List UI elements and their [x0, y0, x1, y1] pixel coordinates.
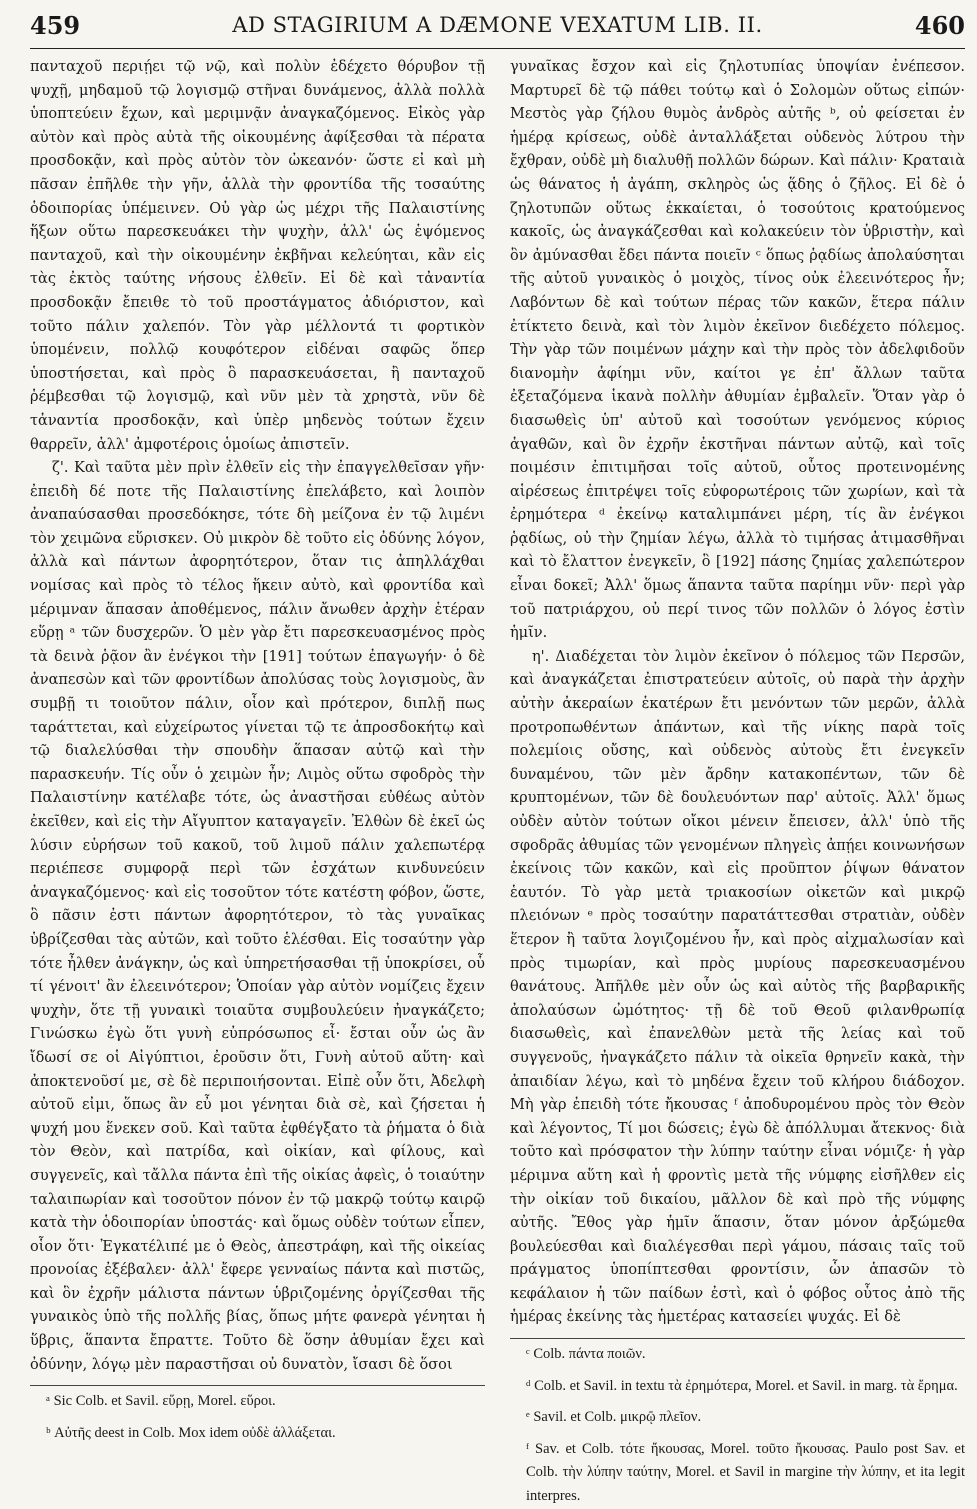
footnote: ᵃ Sic Colb. et Savil. εὕρῃ, Morel. εὕροι. [46, 1393, 276, 1410]
right-footnotes [510, 1338, 965, 1509]
running-header [30, 2, 965, 49]
footnote: ᶜ Colb. πάντα ποιῶν. [526, 1346, 646, 1363]
left-main-text: πανταχοῦ περιῄει τῷ νῷ, καὶ πολὺν ἐδέχετο θόρυβον τῇ ψυχῇ, μηδαμοῦ τῷ λογισμῷ στῆναι δυνάμενος, ἀλλὰ πολλὰ ὑποπτεύειν ἔχων, καὶ μεριμνᾷν ἀναγκαζόμενος. Εἰκὸς γὰρ αὐτὸν καὶ πρὸς αὐτὰ τῆς οἰκουμένης ἀφίξεσθαι τὰ πέρατα προσδοκᾷν, καὶ πρὸς αὐτὸν τὸν ὠκεανόν· ὥστε εἰ καὶ μὴ πᾶσαν ἐπῆλθε τὴν γῆν, ἀλλὰ τὴν φροντίδα τῆς τοσαύτης ὁδοιπορίας ὑπέμεινεν. Οὐ γὰρ ὡς μέχρι τῆς Παλαιστίνης ἥξων οὕτω παρεσκευάκει τὴν ψυχὴν, ἀλλ' ὡς ἑψόμενος πανταχοῦ, καὶ τὴν οἰκουμένην ἐκβῆναι κελεύηται, κἂν εἰς τὰς ἐκτὸς ταύτης νήσους ἐλθεῖν. Εἰ δὲ καὶ τἀναντία προσδοκᾷν ἔπειθε τὸ τοῦ προστάγματος ἀδιόριστον, καὶ τοῦτο πάλιν χαλεπόν. Τὸν γὰρ μέλλοντά τι φορτικὸν ὑπομένειν, πολλῷ κουφότερον εἰδέναι σαφῶς ὅπερ ὑποστήσεται, καὶ πρὸς ὃ παρασκευάσεται, ἢ πανταχοῦ ῥέμβεσθαι τῷ λογισμῷ, καὶ νῦν μὲν τὰ χρηστὰ, νῦν δὲ τἀναντία προσδοκᾷν, καὶ ὑπὲρ μηδενὸς τούτων ἔχειν θαρρεῖν, ἀλλ' ἀμφοτέροις ὁμοίως ἀπιστεῖν. [30, 59, 485, 453]
running-title: AD STAGIRIUM A DÆMONE VEXATUM LIB. II. [232, 13, 763, 37]
footnote: ᵇ Αὐτῆς deest in Colb. Mox idem οὐδὲ ἀλλάξεται. [46, 1424, 336, 1441]
left-footnotes [30, 1385, 485, 1445]
right-page-number: 460 [914, 10, 965, 40]
two-column-body [30, 56, 965, 1505]
footnote: ᵉ Savil. et Colb. μικρῷ πλεῖον. [526, 1409, 702, 1426]
right-main-text: γυναῖκας ἔσχον καὶ εἰς ζηλοτυπίας ὑποψίαν ἐνέπεσον. Μαρτυρεῖ δὲ τῷ πάθει τούτῳ καὶ ὁ Σολομὼν οὕτως εἰπών· Μεστὸς γὰρ ζήλου θυμὸς ἀνδρὸς αὐτῆς ᵇ, οὐ φείσεται ἐν ἡμέρᾳ κρίσεως, οὐδὲ ἀνταλλάξεται οὐδενὸς λύτρου τὴν ἔχθραν, οὐδὲ μὴ διαλυθῇ πολλῶν δώρων. Καὶ πάλιν· Κραταιὰ ὡς θάνατος ἡ ἀγάπη, σκληρὸς ὡς ᾅδης ὁ ζῆλος. Εἰ δὲ ὁ ζηλοτυπῶν οὕτως ἐκκαίεται, ὁ τοσούτοις κρατούμενος κακοῖς, ὡς ἀναγκάζεσθαι καὶ κολακεύειν τὸν ὑβριστὴν, καὶ ὃν ἀμύνασθαι ἔδει πάντα ποιεῖν ᶜ ὅπως ῥᾳδίως ἀπολαύσηται τῆς αὐτοῦ γυναικὸς ὁ μοιχὸς, τίνος οὐκ ἐλεεινότερος ἦν; Λαβόντων δὲ καὶ τούτων πέρας τῶν κακῶν, ἕτερα πάλιν ἐτίκτετο δεινὰ, καὶ τὸν λιμὸν ἐκεῖνον διεδέχετο πόλεμος. Τὴν γὰρ τῶν ποιμένων μάχην καὶ τὴν πρὸς τὸν ἀδελφιδοῦν διανομὴν ἀφίημι νῦν, καίτοι γε ἐπ' ἄλλων ταῦτα ἐξεταζόμενα ἱκανὰ πολλὴν ἀθυμίαν ἐμβαλεῖν. Ὅταν γὰρ ὁ διασωθεὶς ὑπ' αὐτοῦ καὶ τοσούτων γενόμενος κύριος ἀγαθῶν, καὶ ὃν ἐχρῆν ἐκστῆναι πάντων αὐτῷ, καὶ τοῖς ποιμέσιν ἐπιτιμῆσαι τοῖς αὐτοῦ, οὗτος προτεινομένης αἱρέσεως ἐπιτρέψει τοῖς εὐφορωτέροις τῶν χωρίων, καὶ τὰ ἐρημότερα ᵈ ἐκείνῳ καταλιμπάνει μέρη, τίς ἂν ἐνέγκοι ῥᾳδίως, οὐ τὴν ζημίαν λέγω, ἀλλὰ τὸ τιμήσας ἀτιμασθῆναι καὶ τὸ ἔλαττον ἐνεγκεῖν, ὃ [192] πάσης ζημίας χαλεπώτερον εἶναι δοκεῖ; Ἀλλ' ὅμως ἅπαντα ταῦτα παρίημι νῦν· περὶ γὰρ τοῦ πατριάρχου, οὐ περί τινος τῶν πολλῶν ὁ λόγος ἐστὶν ἡμῖν. [510, 59, 965, 642]
left-section-text: ζ'. Καὶ ταῦτα μὲν πρὶν ἐλθεῖν εἰς τὴν ἐπαγγελθεῖσαν γῆν· ἐπειδὴ δέ ποτε τῆς Παλαιστίνης ἐπελάβετο, καὶ λοιπὸν ἀναπαύσασθαι προσεδόκησε, τότε δὴ μείζονα ἐν τῷ λιμένι τὸν χειμῶνα εὕρισκεν. Οὐ μικρὸν δὲ τοῦτο εἰς ὀδύνης λόγον, ἀλλὰ καὶ πάντων ἀφορητότερον, ὅταν τις ἀπηλλάχθαι νομίσας καὶ πρὸς τὸ τέλος ἥκειν αὐτὸ, καὶ φροντίδα καὶ μέριμναν ἅπασαν ἀποθέμενος, πάλιν ἄνωθεν ἀρχὴν ἑτέραν εὕρῃ ᵃ τῶν δυσχερῶν. Ὁ μὲν γὰρ ἔτι παρεσκευασμένος πρὸς τὰ δεινὰ ῥᾷον ἂν ἐνέγκοι τὴν [191] τούτων ἐπαγωγήν· ὁ δὲ ἀναπεσὼν καὶ τῶν φροντίδων ἀπολύσας τοὺς λογισμοὺς, ἂν συμβῇ τι τοιοῦτον πάλιν, οἷον καὶ πρότερον, διπλῇ πως ταράττεται, καὶ εὐχείρωτος γίνεται τῷ τε ἀπροσδοκήτῳ καὶ τῷ διαλελύσθαι τὴν σπουδὴν ἅπασαν αὐτῷ καὶ τὴν παρασκευήν. Τίς οὖν ὁ χειμὼν ἦν; Λιμὸς οὕτω σφοδρὸς τὴν Παλαιστίνην κατέλαβε τότε, ὡς ἀναστῆσαι εὐθέως αὐτὸν ἐκεῖθεν, καὶ εἰς τὴν Αἴγυπτον καταγαγεῖν. Ἐλθὼν δὲ ἐκεῖ ὡς λύσιν εὑρήσων τοῦ κακοῦ, τοῦ λιμοῦ πάλιν χαλεπωτέρᾳ περιέπεσε συμφορᾷ περὶ τῶν ἐσχάτων κινδυνεύειν ἀναγκαζόμενος· καὶ εἰς τοσοῦτον τότε κατέστη φόβον, ὥστε, ὃ πᾶσιν ἐστι πάντων ἀφορητότερον, τὸ τὰς γυναῖκας ὑβρίζεσθαι τὰς αὐτῶν, καὶ τοῦτο ἑλέσθαι. Εἰς τοσαύτην γὰρ τότε ἦλθεν ἀνάγκην, ὡς καὶ ὑπηρετήσασθαι τῇ ὑποκρίσει, οὗ τί γένοιτ' ἂν ἐλεεινότερον; Ὁποίαν γὰρ αὐτὸν νομίζεις ἔχειν ψυχὴν, ὅτε τῇ γυναικὶ τοιαῦτα συμβουλεύειν ἠναγκάζετο; Γινώσκω ἐγὼ ὅτι γυνὴ εὐπρόσωπος εἶ· ἔσται οὖν ὡς ἂν ἴδωσί σε οἱ Αἰγύπτιοι, ἐροῦσιν ὅτι, Γυνὴ αὐτοῦ αὕτη· καὶ ἀποκτενοῦσί με, σὲ δὲ περιποιήσονται. Εἰπὲ οὖν ὅτι, Ἀδελφὴ αὐτοῦ εἰμι, ὅπως ἂν εὖ μοι γένηται διὰ σὲ, καὶ ζήσεται ἡ ψυχή μου ἕνεκεν σοῦ. Καὶ ταῦτα ἐφθέγξατο τὰ ῥήματα ὁ διὰ τὸν Θεὸν, καὶ πατρίδα, καὶ οἰκίαν, καὶ φίλους, καὶ συγγενεῖς, καὶ τἄλλα πάντα ἐπὶ τῆς οἰκίας ἀφεὶς, ὁ τοιαύτην ταλαιπωρίαν καὶ τοσοῦτον πόνον ἐν τῷ μακρῷ τούτῳ καιρῷ κατὰ τὴν ὁδοιπορίαν ὑποστάς· καὶ ὅμως οὐδὲν τούτων εἶπεν, οἷον ὅτι· Ἐγκατέλιπέ με ὁ Θεὸς, ἀπεστράφη, καὶ τῆς οἰκείας προνοίας ἐξέβαλεν· ἀλλ' ἔφερε γενναίως πάντα καὶ πιστῶς, καὶ ὃν ἐχρῆν μάλιστα πάντων ὑβριζομένης ὀργίζεσθαι τῆς γυναικὸς ὑπὸ τῆς πολλῆς βίας, ὅπως μήτε φανερὰ γένηται ἡ ὕβρις, ἅπαντα ἔπραττε. Τοῦτο δὲ ὅσην ἀθυμίαν ἔχει καὶ ὀδύνην, λόγῳ μὲν παραστῆσαι οὐ δυνατὸν, ἴσασι δὲ ὅσοι [30, 460, 485, 1373]
left-page-number: 459 [30, 10, 81, 40]
right-column [510, 56, 965, 1505]
left-column [30, 56, 485, 1472]
footnote: ᵈ Colb. et Savil. in textu τὰ ἐρημότερα, Morel. et Savil. in marg. τὰ ἔρημα. [526, 1377, 958, 1394]
footnote: ᶠ Sav. et Colb. τότε ἤκουσας, Morel. τοῦτο ἤκουσας. Paulo post Sav. et Colb. τὴν λύπην ταύτην, Morel. et Savil in margine τὴν λύπην, et ita legit interpres. [526, 1440, 965, 1505]
right-section-text: η'. Διαδέχεται τὸν λιμὸν ἐκεῖνον ὁ πόλεμος τῶν Περσῶν, καὶ ἀναγκάζεται ἐπιστρατεύειν αὐτοῖς, οὐ παρὰ τὴν ἀρχὴν αὐτὴν ἀκεραίων ἑκατέρων ἔτι μενόντων τῶν μερῶν, ἀλλὰ προτροπωθέντων ἁπάντων, καὶ τῆς νίκης παρὰ τοῖς πολεμίοις οὔσης, καὶ οὐδενὸς αὐτοὺς ἔτι ἐνεγκεῖν δυναμένου, τῶν μὲν ἄρδην κατακοπέντων, τῶν δὲ κρυπτομένων, τῶν δὲ δουλευόντων παρ' αὐτοῖς. Ἀλλ' ὅμως οὐδὲν αὐτὸν τούτων οἴκοι μένειν ἔπεισεν, ἀλλ' ὑπὸ τῆς σφοδρᾶς ἀθυμίας τῶν γενομένων πληγεὶς ἀπῄει κοινωνήσων ἐκείνοις τῶν κακῶν, καὶ εἰς προῦπτον ῥίψων θάνατον ἑαυτόν. Τὸ γὰρ μετὰ τριακοσίων οἰκετῶν καὶ μικρῷ πλειόνων ᵉ πρὸς τοσαύτην παρατάττεσθαι στρατιὰν, οὐδὲν ἕτερον ἢ ταῦτα λογιζομένου ἦν, καὶ πρὸς αἰχμαλωσίαν καὶ πρὸς τιμωρίαν, καὶ πρὸς μυρίους παρεσκευασμένου θανάτους. Ἀπῆλθε μὲν οὖν ὡς καὶ αὐτὸς τῆς βαρβαρικῆς ἀπολαύσων ὠμότητος· τῇ δὲ τοῦ Θεοῦ φιλανθρωπίᾳ διασωθεὶς, καὶ ἐπανελθὼν μετὰ τῆς λείας καὶ τοῦ συγγενοῦς, ἠναγκάζετο πάλιν τὰ οἰκεῖα θρηνεῖν κακὰ, τὴν ἀπαιδίαν λέγω, καὶ τὸ μηδένα ἔχειν τοῦ κλήρου διάδοχον. Μὴ γὰρ ἐπειδὴ τότε ἤκουσας ᶠ ἀποδυρομένου πρὸς τὸν Θεὸν καὶ λέγοντος, Τί μοι δώσεις; ἐγὼ δὲ ἀπόλλυμαι ἄτεκνος· διὰ τοῦτο καὶ πρόσφατον τὴν λύπην ταύτην εἶναι νόμιζε· ἡ γὰρ μέριμνα αὕτη καὶ ἡ φροντὶς μετὰ τῆς νύμφης εἰσῆλθεν εἰς τὴν οἰκίαν τοῦ δικαίου, μᾶλλον δὲ καὶ πρὸ τῆς νύμφης αὐτῆς. Ἔθος γὰρ ἡμῖν ἅπασιν, ὅταν μόνον ἀρξώμεθα βουλεύεσθαι καὶ διαλέγεσθαι περὶ γάμου, πάσαις ταῖς τοῦ πράγματος ὑποπίπτεσθαι φροντίσιν, ὧν ἁπασῶν τὸ κεφάλαιον ἡ τῶν παίδων ἐστὶ, καὶ ὁ φόβος οὗτος ἀπὸ τῆς ἡμέρας ἐκείνης τὰς ἡμετέρας κατασείει ψυχάς. Εἰ δὲ [510, 648, 965, 1326]
